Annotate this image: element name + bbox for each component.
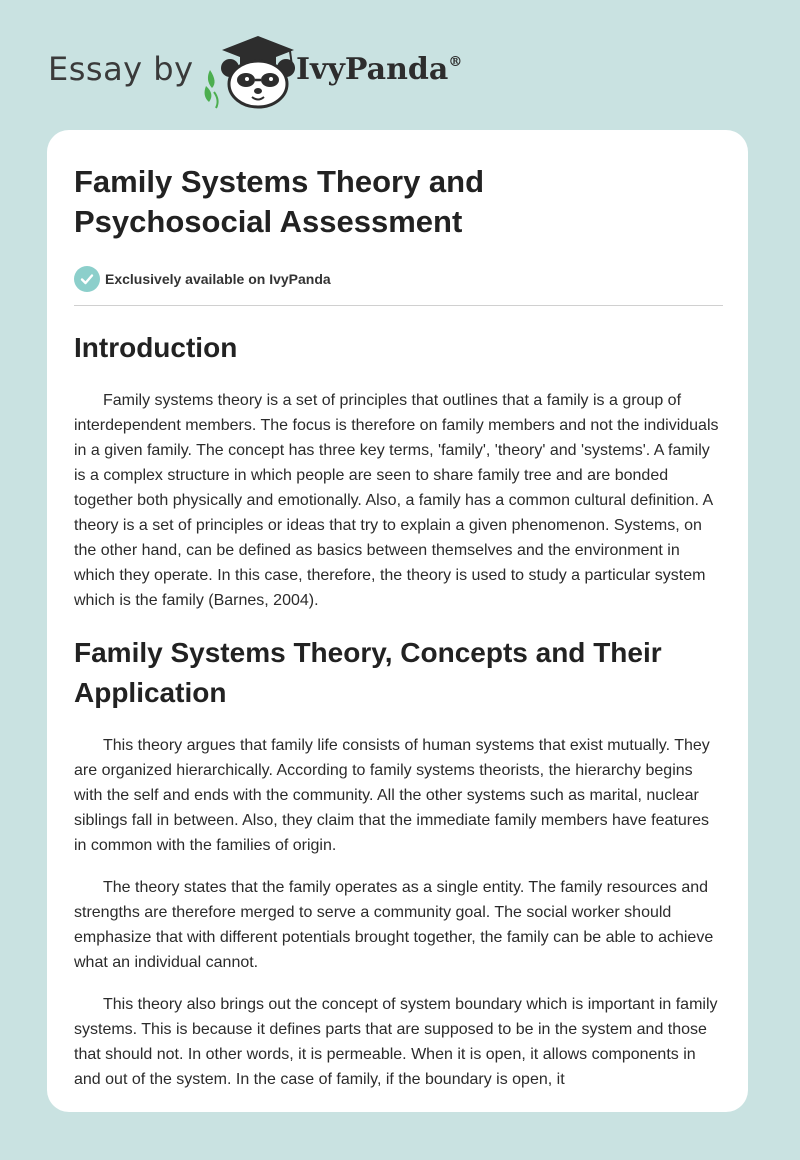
paragraph: The theory states that the family operates as a single entity. The family resources and strengths are therefore merged to serve a community goal. The social worker should emphasize that with different potentials brought together, the family can be able to achieve what an individual cannot. — [74, 879, 714, 971]
checkmark-icon — [74, 266, 100, 292]
brand-name[interactable] — [296, 52, 462, 87]
page-title — [74, 162, 724, 242]
section-heading-introduction: Introduction — [74, 332, 238, 363]
site-header — [0, 0, 800, 130]
essay-content — [74, 162, 724, 1092]
trademark-symbol: ® — [448, 54, 463, 70]
brand-text: IvyPanda — [296, 52, 449, 87]
exclusive-badge-text: Exclusively available on IvyPanda — [105, 271, 331, 287]
exclusive-badge — [74, 266, 724, 292]
paragraph: This theory argues that family life consists of human systems that exist mutually. They are organized hierarchically. According to family systems theorists, the hierarchy begins with the self and ends with the community. All the other systems such as marital, nuclear siblings fall in between. Also, they claim that the immediate family members have features in common with the families of origin. — [74, 737, 710, 854]
title-divider — [74, 305, 723, 306]
essay-by-label: Essay by — [48, 50, 194, 88]
title-line-1: Family Systems Theory and — [74, 164, 485, 199]
essay-card — [47, 130, 748, 1112]
section-heading-concepts: Family Systems Theory, Concepts and Their Application — [74, 637, 662, 708]
paragraph: This theory also brings out the concept of system boundary which is important in family systems. This is because it defines parts that are supposed to be in the system and those that should not. In other words, it is permeable. When it is open, it allows components in and out of the system. In the case of family, if the boundary is open, it — [74, 996, 718, 1088]
title-line-2: Psychosocial Assessment — [74, 204, 463, 239]
panda-graduate-logo-icon[interactable] — [200, 30, 300, 110]
paragraph: Family systems theory is a set of principles that outlines that a family is a group of interdependent members. The focus is therefore on family members and not the individuals in a given family. The concept has three key terms, 'family', 'theory' and 'systems'. A family is a complex structure in which people are seen to share family tree and are bonded together both physically and emotionally. Also, a family has a common cultural definition. A theory is a set of principles or ideas that try to explain a given phenomenon. Systems, on the other hand, can be defined as basics between themselves and the environment in which they operate. In this case, therefore, the theory is used to study a particular system which is the family (Barnes, 2004). — [74, 392, 719, 609]
